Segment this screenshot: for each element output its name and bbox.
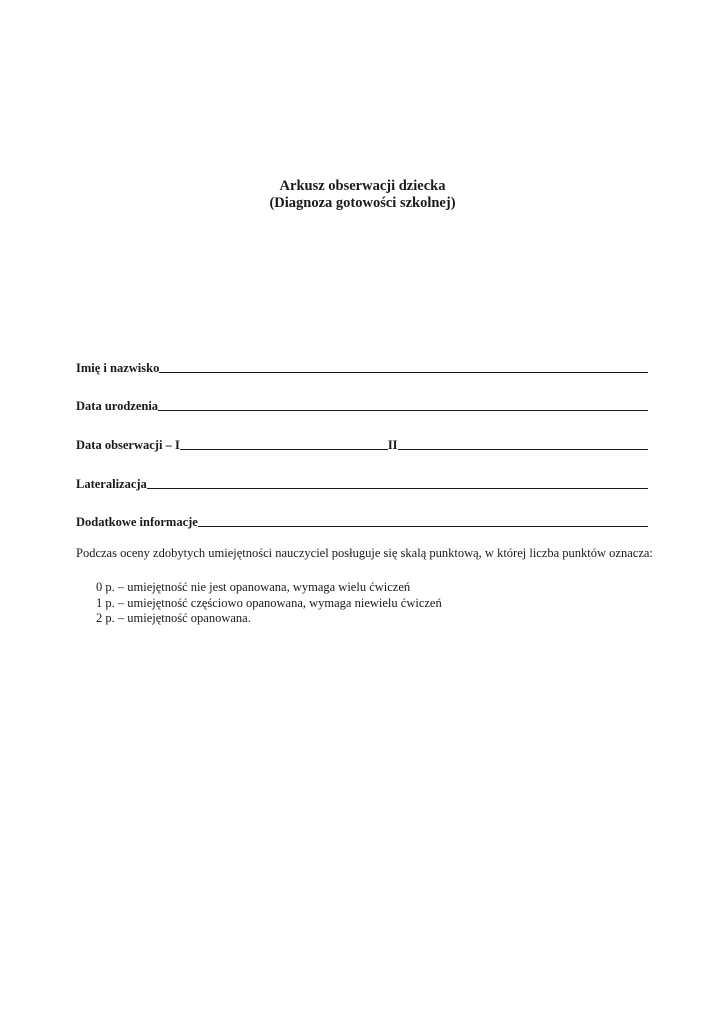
additional-info-label: Dodatkowe informacje <box>76 515 198 529</box>
title-line-2: (Diagnoza gotowości szkolnej) <box>269 195 456 211</box>
observation-date-first-blank-line[interactable] <box>180 449 388 450</box>
birth-date-field <box>76 395 648 413</box>
additional-info-blank-line[interactable] <box>198 526 648 527</box>
observation-date-label: Data obserwacji – I <box>76 438 180 452</box>
observation-date-field <box>76 434 648 452</box>
name-blank-line[interactable] <box>159 372 648 373</box>
scale-list <box>96 580 442 627</box>
observation-date-second-label: II <box>387 438 398 452</box>
lateralization-field <box>76 473 648 491</box>
lateralization-blank-line[interactable] <box>147 488 648 489</box>
scale-intro-text: Podczas oceny zdobytych umiejętności nauczyciel posługuje się skalą punktową, w której liczba punktów oznacza: <box>76 546 653 560</box>
additional-info-field <box>76 511 648 529</box>
scale-item-1: 1 p. – umiejętność częściowo opanowana, wymaga niewielu ćwiczeń <box>96 595 442 610</box>
lateralization-label: Lateralizacja <box>76 477 147 491</box>
scale-item-2: 2 p. – umiejętność opanowana. <box>96 611 251 625</box>
document-title <box>0 178 725 212</box>
name-field <box>76 357 648 375</box>
birth-date-label: Data urodzenia <box>76 399 159 413</box>
title-line-1: Arkusz obserwacji dziecka <box>279 178 446 194</box>
scale-item-0: 0 p. – umiejętność nie jest opanowana, wymaga wielu ćwiczeń <box>96 580 411 594</box>
birth-date-blank-line[interactable] <box>158 410 648 411</box>
name-label: Imię i nazwisko <box>76 361 160 375</box>
observation-date-second-blank-line[interactable] <box>398 449 648 450</box>
